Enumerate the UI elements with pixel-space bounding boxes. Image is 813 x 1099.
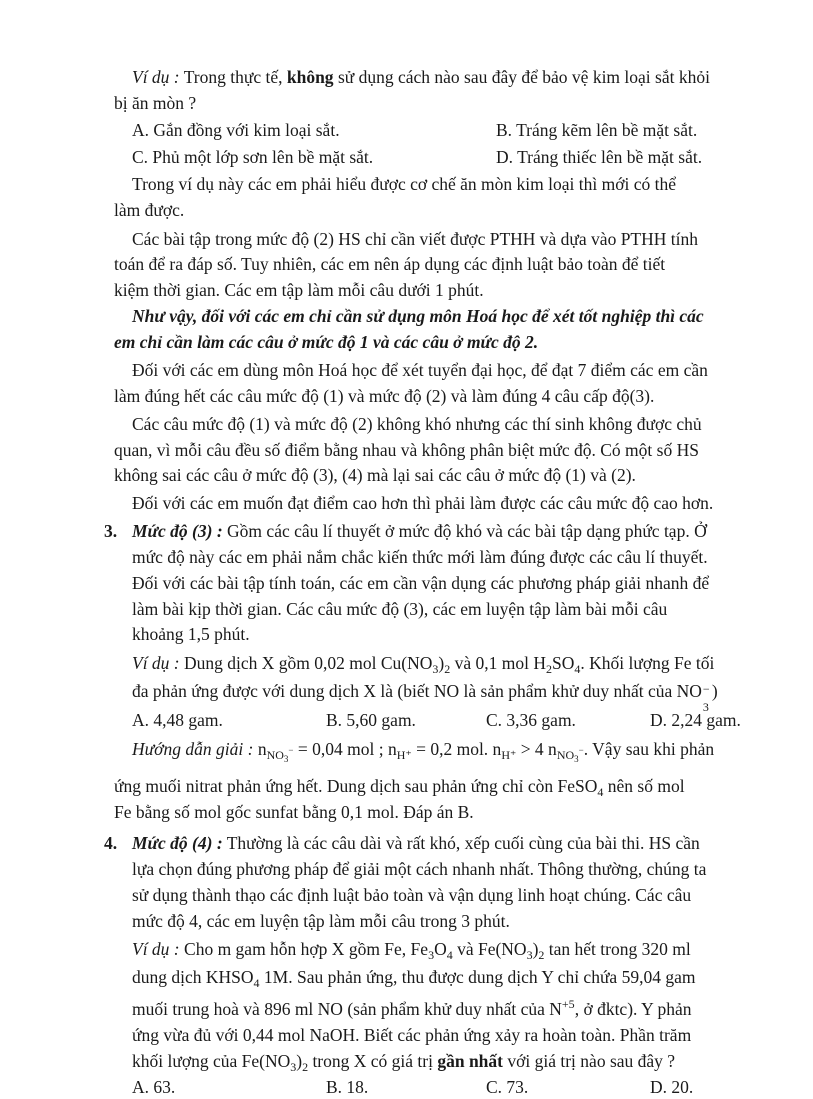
text: n: [257, 739, 267, 759]
example1-option-a: A. Gắn đồng với kim loại sắt.: [132, 120, 340, 140]
section-4-line3: sử dụng thành thạo các định luật bảo toàn và vận dụng linh hoạt chúng. Các câu: [132, 885, 692, 905]
subscript: NO3−: [556, 745, 584, 764]
paragraph-4-line1: Đối với các em dùng môn Hoá học để xét tuyển đại học, để đạt 7 điểm các em cần: [132, 360, 708, 380]
example3-line4: ứng vừa đủ với 0,44 mol NaOH. Biết các phản ứng xảy ra hoàn toàn. Phần trăm: [132, 1025, 692, 1045]
text: sử dụng cách nào sau đây để bảo vệ kim loại sắt khỏi: [333, 67, 710, 87]
subscript: 4: [597, 785, 604, 799]
example-label: Ví dụ :: [132, 67, 180, 87]
section-4-title: Mức độ (4) :: [132, 833, 223, 853]
subscript: 2: [546, 662, 553, 676]
example3-option-b: B. 18.: [326, 1077, 369, 1097]
text: = 0,2 mol. n: [411, 739, 502, 759]
subscript: 3: [432, 662, 439, 676]
example3-line2: [132, 966, 695, 988]
example2-solution-line2: [114, 775, 685, 797]
text: = 0,04 mol ; n: [293, 739, 397, 759]
subscript: 3: [428, 948, 435, 962]
subscript: 4: [253, 976, 260, 990]
section-3-line5: khoảng 1,5 phút.: [132, 624, 250, 644]
paragraph-4-line2: làm đúng hết các câu mức độ (1) và mức độ (2) và làm đúng 4 câu cấp độ(3).: [114, 386, 655, 406]
text: Cho m gam hỗn hợp X gồm Fe, Fe: [179, 939, 429, 959]
paragraph-3-line2: em chỉ cần làm các câu ở mức độ 1 và các câu ở mức độ 2.: [114, 332, 539, 352]
text: > 4 n: [516, 739, 557, 759]
superscript: −: [578, 745, 584, 755]
text: . Vậy sau khi phản: [583, 739, 715, 759]
example2-solution-line1: [132, 738, 715, 764]
section-3-line3: Đối với các bài tập tính toán, các em cần vận dụng các phương pháp giải nhanh để: [132, 573, 710, 593]
section-3-line2: mức độ này các em phải nắm chắc kiến thức mới làm đúng được các câu lí thuyết.: [132, 547, 708, 567]
text: ): [438, 653, 445, 673]
example2-line2: đa phản ứng được với dung dịch X là (biết NO là sản phẩm khử duy nhất của NO − 3 ): [132, 681, 718, 714]
section-3-number: 3.: [104, 521, 118, 541]
text: trong X có giá trị: [308, 1051, 438, 1071]
example1-option-d: D. Tráng thiếc lên bề mặt sắt.: [496, 147, 703, 167]
subscript: 2: [302, 1060, 309, 1074]
paragraph-5-line3: không sai các câu ở mức độ (3), (4) mà lại sai các câu ở mức độ (1) và (2).: [114, 465, 636, 485]
text: tan hết trong 320 ml: [544, 939, 691, 959]
text: ): [711, 681, 718, 701]
example2-solution-line3: Fe bằng số mol gốc sunfat bằng 0,1 mol. Đáp án B.: [114, 802, 474, 822]
text: nên số mol: [603, 776, 685, 796]
subscript: 2: [538, 948, 545, 962]
text: , ở đktc). Y phản: [574, 999, 692, 1019]
subscript: 4: [574, 662, 581, 676]
text: Thường là các câu dài và rất khó, xếp cuối cùng của bài thi. HS cần: [222, 833, 700, 853]
section-4-line1: [132, 832, 700, 854]
subscript: 3: [290, 1060, 297, 1074]
text: SO: [552, 653, 575, 673]
text: . Khối lượng Fe tối: [580, 653, 715, 673]
example3-option-d: D. 20.: [650, 1077, 694, 1097]
text: 1M. Sau phản ứng, thu được dung dịch Y chỉ chứa 59,04 gam: [259, 967, 696, 987]
text: Trong thực tế,: [179, 67, 287, 87]
paragraph-6: Đối với các em muốn đạt điểm cao hơn thì phải làm được các câu mức độ cao hơn.: [132, 493, 714, 513]
solution-label: Hướng dẫn giải :: [132, 739, 254, 759]
example2-option-d: D. 2,24 gam.: [650, 710, 741, 730]
text: ): [296, 1051, 303, 1071]
text: ứng muối nitrat phản ứng hết. Dung dịch sau phản ứng chỉ còn FeSO: [114, 776, 598, 796]
example1-question-line2: bị ăn mòn ?: [114, 93, 197, 113]
example1-option-b: B. Tráng kẽm lên bề mặt sắt.: [496, 120, 698, 140]
example3-line3: [132, 998, 692, 1020]
example3-line5: [132, 1050, 675, 1072]
section-4-number: 4.: [104, 833, 118, 853]
subscript: 3: [283, 754, 289, 764]
example3-option-a: A. 63.: [132, 1077, 176, 1097]
paragraph-1-line2: làm được.: [114, 200, 185, 220]
example2-option-c: C. 3,36 gam.: [486, 710, 576, 730]
text: và 0,1 mol H: [450, 653, 547, 673]
section-4-line2: lựa chọn đúng phương pháp để giải một cách nhanh nhất. Thông thường, chúng ta: [132, 859, 707, 879]
emphasis: không: [286, 67, 334, 87]
text: và Fe(NO: [452, 939, 527, 959]
subscript: H⁺: [396, 748, 412, 762]
example1-option-c: C. Phủ một lớp sơn lên bề mặt sắt.: [132, 147, 374, 167]
paragraph-1-line1: Trong ví dụ này các em phải hiểu được cơ chế ăn mòn kim loại thì mới có thể: [132, 174, 676, 194]
paragraph-2-line2: toán để ra đáp số. Tuy nhiên, các em nên áp dụng các định luật bảo toàn để tiết: [114, 254, 666, 274]
example3-option-c: C. 73.: [486, 1077, 529, 1097]
subscript: 2: [444, 662, 451, 676]
example-label: Ví dụ :: [132, 653, 180, 673]
text: với giá trị nào sau đây ?: [503, 1051, 676, 1071]
emphasis: gần nhất: [437, 1051, 503, 1071]
text: đa phản ứng được với dung dịch X là (biết NO là sản phẩm khử duy nhất của: [132, 681, 677, 701]
paragraph-5-line2: quan, vì mỗi câu đều số điểm bằng nhau và không phân biệt mức độ. Có một số HS: [114, 440, 699, 460]
subscript: H⁺: [501, 748, 517, 762]
subscript: 4: [446, 948, 453, 962]
text: muối trung hoà và 896 ml NO (sản phẩm khử duy nhất của N: [132, 999, 562, 1019]
paragraph-3-line1: Như vậy, đối với các em chỉ cần sử dụng môn Hoá học để xét tốt nghiệp thì các: [132, 306, 704, 326]
subscript: NO3−: [266, 745, 294, 764]
section-3-line4: làm bài kịp thời gian. Các câu mức độ (3), các em luyện tập làm bài mỗi câu: [132, 599, 668, 619]
subscript: 3: [574, 754, 579, 764]
text: O: [434, 939, 447, 959]
paragraph-5-line1: Các câu mức độ (1) và mức độ (2) không khó nhưng các thí sinh không được chủ: [132, 414, 702, 434]
example2-option-b: B. 5,60 gam.: [326, 710, 416, 730]
text: khối lượng của Fe(NO: [132, 1051, 291, 1071]
paragraph-2-line3: kiệm thời gian. Các em tập làm mỗi câu dưới 1 phút.: [114, 280, 484, 300]
example3-line1: [132, 938, 691, 960]
section-3-title: Mức độ (3) :: [132, 521, 223, 541]
text: Dung dịch X gồm 0,02 mol Cu(NO: [179, 653, 433, 673]
section-4-line4: mức độ 4, các em luyện tập làm mỗi câu trong 3 phút.: [132, 911, 510, 931]
superscript: −: [288, 745, 294, 755]
nitrate-ion: NO: [676, 681, 702, 701]
section-3-line1: [132, 520, 707, 542]
text: dung dịch KHSO: [132, 967, 254, 987]
superscript: +5: [561, 997, 575, 1011]
example2-option-a: A. 4,48 gam.: [132, 710, 223, 730]
paragraph-2-line1: Các bài tập trong mức độ (2) HS chỉ cần viết được PTHH và dựa vào PTHH tính: [132, 229, 698, 249]
example1-question-line1: [132, 66, 710, 88]
example-label: Ví dụ :: [132, 939, 180, 959]
subscript: 3: [526, 948, 533, 962]
text: Gồm các câu lí thuyết ở mức độ khó và các bài tập dạng phức tạp. Ở: [222, 521, 707, 541]
text: ): [532, 939, 539, 959]
example2-line1: [132, 652, 714, 674]
